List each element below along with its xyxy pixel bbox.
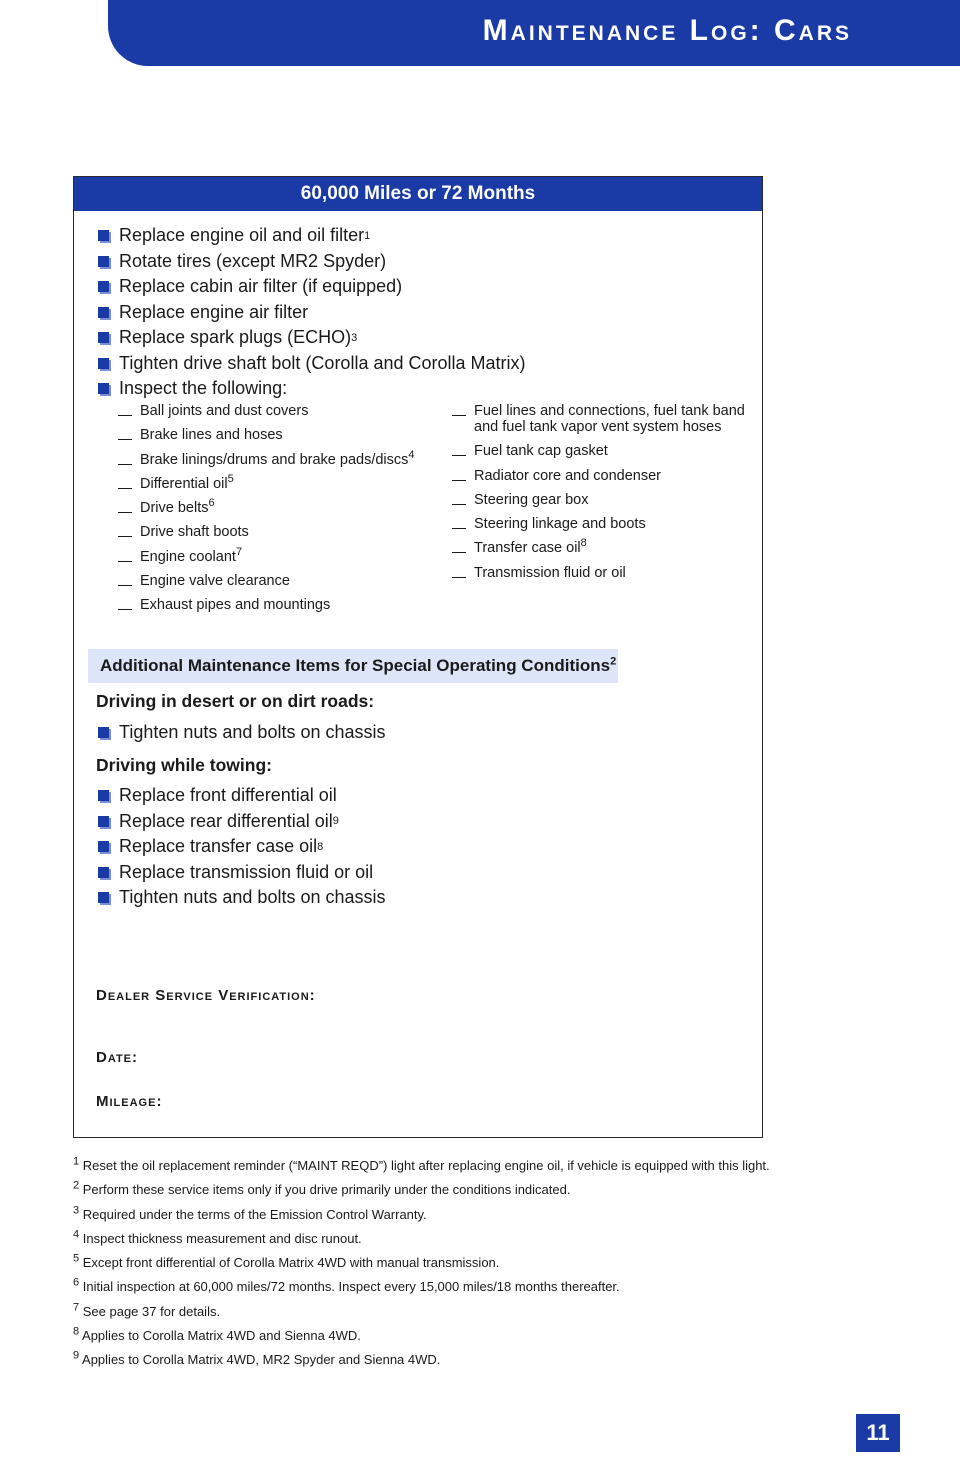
checklist-item[interactable] [98,720,386,746]
checklist-item[interactable] [98,249,526,275]
footnote: $^4$ Inspect thickness measurement and disc runout. [73,1228,362,1246]
blank-line[interactable] [452,403,466,416]
checkbox-icon[interactable] [98,816,109,827]
footnote: $^2$ Perform these service items only if you drive primarily under the conditions indicated. [73,1179,571,1198]
desert-heading: Driving in desert or on dirt roads: [96,691,375,711]
footnote: $^8$ Applies to Corolla Matrix 4WD and Sienna 4WD. [73,1325,361,1344]
item-text: Inspect the following: [119,378,288,398]
item-text: Replace cabin air filter (if equipped) [119,276,403,296]
towing-checklist [98,783,386,911]
inspect-item [118,545,438,565]
towing-heading: Driving while towing: [96,755,272,775]
inspect-item [452,537,752,557]
footnote-ref: 6 [208,497,215,510]
blank-line[interactable] [118,500,132,513]
footnote-ref: 4 [408,448,415,461]
checkbox-icon[interactable] [98,790,109,801]
checkbox-icon[interactable] [98,256,109,267]
inspect-item [118,448,438,468]
desert-checklist [98,720,386,746]
checklist-item[interactable] [98,351,526,377]
mileage-label: Mileage: [96,1093,163,1110]
checkbox-icon[interactable] [98,307,109,318]
blank-line[interactable] [452,492,466,505]
checklist-item[interactable] [98,376,526,402]
blank-line[interactable] [452,468,466,481]
checklist-item[interactable]: Replace transfer case oil 8 [98,834,386,860]
footnote-ref: 5 [227,473,234,486]
main-checklist [98,223,526,402]
item-text: Engine valve clearance [140,573,290,590]
item-text: Differential oil [140,475,228,492]
inspect-item [118,524,438,540]
inspect-item [118,403,438,419]
blank-line[interactable] [118,403,132,416]
blank-line[interactable] [452,565,466,578]
item-text: Transmission fluid or oil [474,564,626,581]
blank-line[interactable] [118,452,132,465]
item-text: Replace front differential oil [119,785,337,805]
item-text: Engine coolant [140,548,236,565]
blank-line[interactable] [118,427,132,440]
inspect-item [118,597,438,613]
item-text: Drive belts [140,500,209,517]
footnote: $^1$ Reset the oil replacement reminder (“MAINT REQD”) light after replacing engine oil, if vehicle is equipped with this light. [73,1155,770,1173]
item-text: Ball joints and dust covers [140,403,309,419]
item-text: Replace engine oil and oil filter [119,225,365,245]
item-text: Brake linings/drums and brake pads/discs [140,451,409,468]
checklist-item[interactable] [98,274,526,300]
checklist-item[interactable]: Replace spark plugs (ECHO) 3 [98,325,526,351]
checkbox-icon[interactable] [98,841,109,852]
item-text: Rotate tires (except MR2 Spyder) [119,250,387,271]
checklist-item[interactable]: Replace engine oil and oil filter 1 [98,223,526,249]
inspect-list-left [118,403,438,622]
inspect-item [452,468,752,484]
inspect-item [118,473,438,492]
inspect-item [118,497,438,517]
blank-line[interactable] [118,549,132,562]
item-text: Fuel lines and connections, fuel tank band and fuel tank vapor vent system hoses [474,403,745,435]
footnote: $^7$ See page 37 for details. [73,1301,221,1319]
checkbox-icon[interactable] [98,281,109,292]
footnote: $^9$ Applies to Corolla Matrix 4WD, MR2 Spyder and Sienna 4WD. [73,1350,441,1368]
blank-line[interactable] [118,524,132,537]
interval-title: 60,000 Miles or 72 Months [74,177,762,211]
checklist-item[interactable] [98,783,386,809]
footnotes [73,1154,903,1373]
inspect-item [452,403,752,435]
item-text: Replace rear differential oil [119,810,333,831]
blank-line[interactable] [452,540,466,553]
special-conditions-heading: Additional Maintenance Items for Special Operating Conditions$^2$ [88,649,618,683]
checkbox-icon[interactable] [98,332,109,343]
inspect-item [118,573,438,589]
item-text: Fuel tank cap gasket [474,443,608,460]
inspect-item [118,427,438,443]
item-text: Steering linkage and boots [474,516,646,533]
checkbox-icon[interactable] [98,892,109,903]
blank-line[interactable] [452,516,466,529]
inspect-item [452,565,752,581]
checklist-item[interactable]: Replace rear differential oil 9 [98,809,386,835]
dealer-verification-label: Dealer Service Verification: [96,987,316,1004]
footnote: $^6$ Initial inspection at 60,000 miles/72 months. Inspect every 15,000 miles/18 months thereafter. [73,1277,620,1295]
item-text: Tighten nuts and bolts on chassis [119,887,386,907]
item-text: Radiator core and condenser [474,467,662,484]
checklist-item[interactable] [98,885,386,911]
item-text: Brake lines and hoses [140,427,283,444]
blank-line[interactable] [118,597,132,610]
item-text: Tighten nuts and bolts on chassis [119,722,386,742]
blank-line[interactable] [118,476,132,489]
checklist-item[interactable] [98,300,526,326]
inspect-list-right [452,403,752,589]
item-text: Replace transfer case oil [119,836,318,856]
item-text: Replace spark plugs (ECHO) [119,327,352,347]
footnote: $^3$ Required under the terms of the Emission Control Warranty. [73,1204,427,1222]
item-text: Transfer case oil [474,540,581,557]
page-title: Maintenance Log: Cars [482,14,852,47]
inspect-item [452,492,752,508]
item-text: Replace transmission fluid or oil [119,861,374,882]
inspect-item [452,516,752,532]
inspect-item [452,443,752,459]
item-text: Steering gear box [474,491,589,508]
footnote-ref: 2 [610,655,617,668]
checklist-item[interactable] [98,860,386,886]
maintenance-box [73,176,763,1138]
checkbox-icon[interactable] [98,727,109,738]
item-text: Drive shaft boots [140,524,249,541]
checkbox-icon[interactable] [98,358,109,369]
checkbox-icon[interactable] [98,230,109,241]
footnote-ref: 8 [580,537,587,550]
item-text: Replace engine air filter [119,301,309,322]
checkbox-icon[interactable] [98,867,109,878]
footnote-ref: 7 [235,545,243,558]
item-text: Tighten drive shaft bolt (Corolla and Corolla Matrix) [119,352,526,373]
page-number: 11 [856,1414,900,1452]
blank-line[interactable] [118,573,132,586]
blank-line[interactable] [452,443,466,456]
footnote: $^5$ Except front differential of Corolla Matrix 4WD with manual transmission. [73,1252,500,1271]
checkbox-icon[interactable] [98,383,109,394]
item-text: Exhaust pipes and mountings [140,597,331,614]
date-label: Date: [96,1049,139,1066]
